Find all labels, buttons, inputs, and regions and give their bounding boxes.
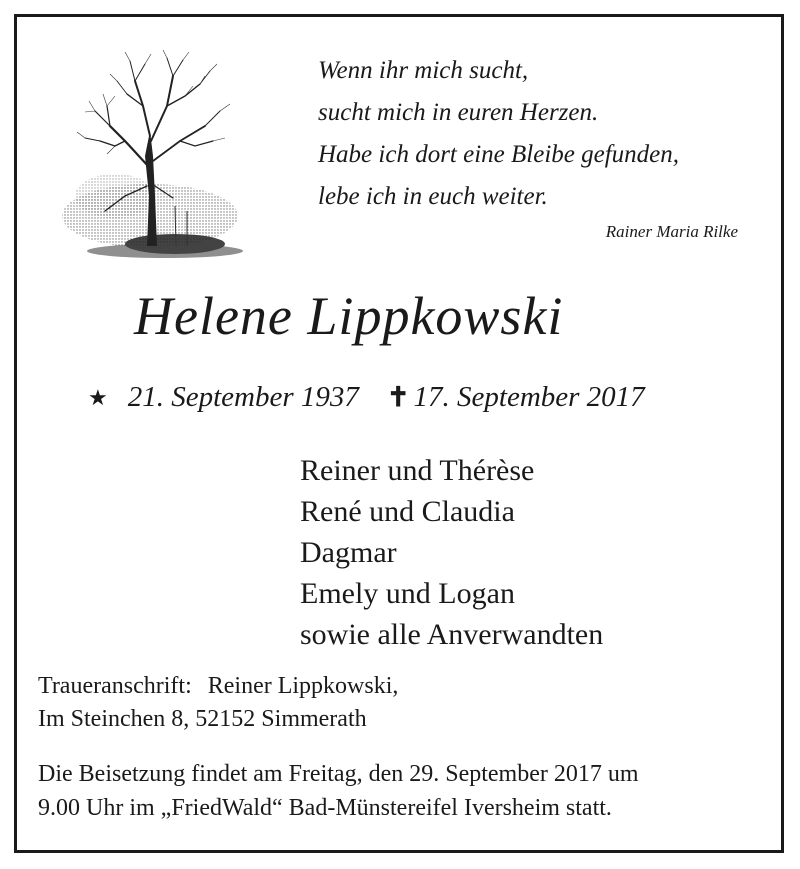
poem-line: Wenn ihr mich sucht, bbox=[318, 57, 529, 84]
poem-line: sucht mich in euren Herzen. bbox=[318, 99, 599, 126]
mourning-address bbox=[38, 670, 398, 736]
address-line-2: Im Steinchen 8, 52152 Simmerath bbox=[38, 706, 367, 732]
funeral-line-2: 9.00 Uhr im „FriedWald“ Bad-Münstereifel Iversheim statt. bbox=[38, 795, 612, 821]
address-name: Reiner Lippkowski, bbox=[207, 673, 399, 699]
bare-tree-icon bbox=[55, 46, 255, 276]
mourners-list bbox=[300, 450, 603, 655]
death-date: 17. September 2017 bbox=[413, 381, 645, 413]
poem-author: Rainer Maria Rilke bbox=[605, 222, 738, 241]
funeral-line-1: Die Beisetzung findet am Freitag, den 29. September 2017 um bbox=[38, 761, 639, 787]
mourner-item: sowie alle Anverwandten bbox=[300, 618, 604, 651]
mourner-item: Dagmar bbox=[300, 536, 397, 569]
birth-date: 21. September 1937 bbox=[127, 381, 359, 413]
funeral-info bbox=[38, 757, 639, 825]
address-label: Traueranschrift: bbox=[38, 673, 192, 699]
poem-line: Habe ich dort eine Bleibe gefunden, bbox=[318, 141, 679, 168]
poem bbox=[318, 50, 679, 218]
mourner-item: Emely und Logan bbox=[300, 577, 515, 610]
life-dates bbox=[88, 381, 645, 414]
star-icon: ★ bbox=[88, 384, 108, 410]
mourner-item: Reiner und Thérèse bbox=[300, 454, 535, 487]
poem-line: lebe ich in euch weiter. bbox=[318, 183, 548, 210]
cross-icon: ✝ bbox=[386, 382, 410, 412]
address-line-1 bbox=[38, 670, 398, 703]
mourner-item: René und Claudia bbox=[300, 495, 515, 528]
deceased-name: Helene Lippkowski bbox=[134, 286, 564, 346]
